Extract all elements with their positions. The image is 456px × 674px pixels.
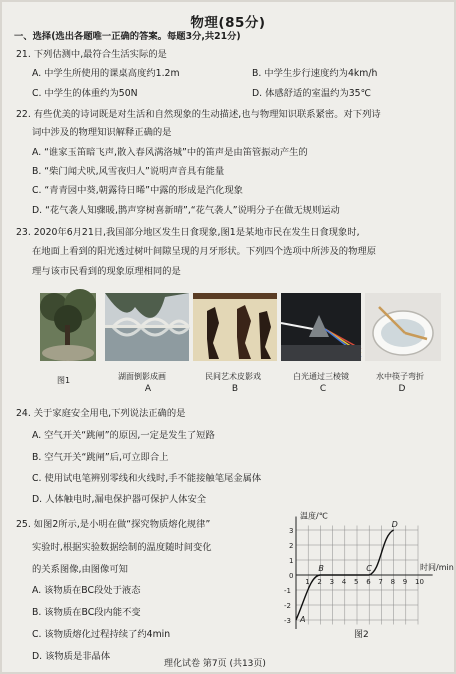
q24-stem: 24. 关于家庭安全用电,下列说法正确的是: [16, 408, 186, 419]
figure-b-photo: [193, 293, 277, 361]
figure-c-caption: 白光通过三棱镜: [293, 372, 349, 381]
page-title: 物理(85分): [190, 15, 266, 31]
x-tick-label: 5: [354, 578, 359, 586]
q24-option-c: C. 使用试电笔辨别零线和火线时,手不能接触笔尾金属体: [32, 473, 262, 484]
q21-option-b: B. 中学生步行速度约为4km/h: [252, 68, 378, 79]
x-tick-label: 1: [305, 578, 310, 586]
q21-option-d: D. 体感舒适的室温约为35℃: [252, 88, 372, 99]
q21-option-a: A. 中学生所使用的课桌高度约1.2m: [32, 68, 180, 79]
y-tick-label: 0: [289, 572, 294, 580]
figure-a-photo: [105, 293, 189, 361]
x-tick-label: 2: [317, 578, 322, 586]
y-axis-label: 温度/℃: [300, 511, 328, 521]
section-heading: 一、选择(选出各题唯一正确的答案。每题3分,共21分): [14, 31, 241, 42]
page-footer: 理化试卷 第7页 (共13页): [164, 659, 266, 669]
x-tick-label: 4: [341, 578, 347, 586]
y-tick-label: 2: [289, 542, 294, 550]
y-tick-label: -2: [284, 602, 291, 610]
figure-d-photo: [365, 293, 441, 361]
figure-a-letter: A: [144, 384, 152, 394]
point-label: D: [391, 520, 398, 529]
q25-option-b: B. 该物质在BC段内能不变: [32, 607, 141, 618]
figure-b-letter: B: [231, 384, 239, 394]
x-tick-label: 3: [329, 578, 335, 586]
q25-stem-line2: 实验时,根据实验数据绘制的温度随时间变化: [32, 542, 212, 553]
q25-option-d: D. 该物质是非晶体: [32, 651, 111, 662]
figure-2-caption: 图2: [354, 630, 369, 640]
x-axis-label: 时间/min: [420, 563, 454, 572]
figure-c-letter: C: [319, 384, 327, 394]
y-tick-label: -3: [284, 617, 291, 625]
point-label: A: [300, 615, 306, 624]
q25-option-a: A. 该物质在BC段处于液态: [32, 585, 141, 596]
q21-option-c: C. 中学生的体重约为50N: [32, 88, 138, 99]
figure-b-caption: 民间艺术皮影戏: [205, 372, 261, 381]
q22-option-d: D. “花气袭人知骤暖,鹊声穿树喜新晴”,“花气袭人”说明分子在做无规则运动: [32, 205, 340, 216]
q24-option-b: B. 空气开关“跳闸”后,可立即合上: [32, 452, 169, 463]
q23-stem-line1: 23. 2020年6月21日,我国部分地区发生日食现象,图1是某地市民在发生日食现象时,: [16, 227, 360, 238]
q25-stem-line3: 的关系图像,由图像可知: [32, 564, 128, 575]
x-tick-label: 9: [402, 578, 408, 586]
q24-option-a: A. 空气开关“跳闸”的原因,一定是发生了短路: [32, 430, 215, 441]
q24-option-d: D. 人体触电时,漏电保护器可保护人体安全: [32, 494, 207, 505]
point-label: C: [366, 564, 372, 573]
x-tick-label: 10: [415, 578, 424, 586]
q21-stem: 21. 下列估测中,最符合生活实际的是: [16, 49, 167, 60]
y-tick-label: 1: [289, 557, 294, 565]
y-tick-label: 3: [289, 527, 294, 535]
q25-stem-line1: 25. 如图2所示,是小明在做“探究物质熔化规律”: [16, 519, 211, 530]
figure-d-letter: D: [398, 384, 406, 394]
q23-stem-line3: 理与该市民看到的现象原理相同的是: [32, 266, 181, 277]
q22-stem-line1: 22. 有些优美的诗词既是对生活和自然现象的生动描述,也与物理知识联系紧密。对下列诗: [16, 109, 381, 120]
figure-1-photo: [40, 293, 96, 361]
q22-stem-line2: 词中涉及的物理知识解释正确的是: [32, 127, 172, 138]
x-tick-label: 6: [366, 578, 371, 586]
q25-option-c: C. 该物质熔化过程持续了约4min: [32, 629, 171, 640]
q23-stem-line2: 在地面上看到的阳光透过树叶间隙呈现的月牙形状。下列四个选项中所涉及的物理原: [32, 246, 376, 257]
x-tick-label: 8: [390, 578, 396, 586]
x-tick-label: 7: [378, 578, 383, 586]
exam-page: [2, 2, 454, 672]
q22-option-c: C. “青青园中葵,朝露待日晞”中露的形成是汽化现象: [32, 185, 243, 196]
point-label: B: [318, 564, 324, 573]
y-tick-label: -1: [284, 587, 291, 595]
q22-option-b: B. “柴门闻犬吠,风雪夜归人”说明声音具有能量: [32, 166, 225, 177]
figure-1-caption: 图1: [57, 376, 71, 385]
figure-c-photo: [281, 293, 361, 361]
figure-a-caption: 湖面倒影成画: [118, 372, 166, 381]
q22-option-a: A. “谁家玉笛暗飞声,散入春风满洛城”中的笛声是由笛管振动产生的: [32, 147, 308, 158]
figure-d-caption: 水中筷子弯折: [376, 372, 424, 381]
